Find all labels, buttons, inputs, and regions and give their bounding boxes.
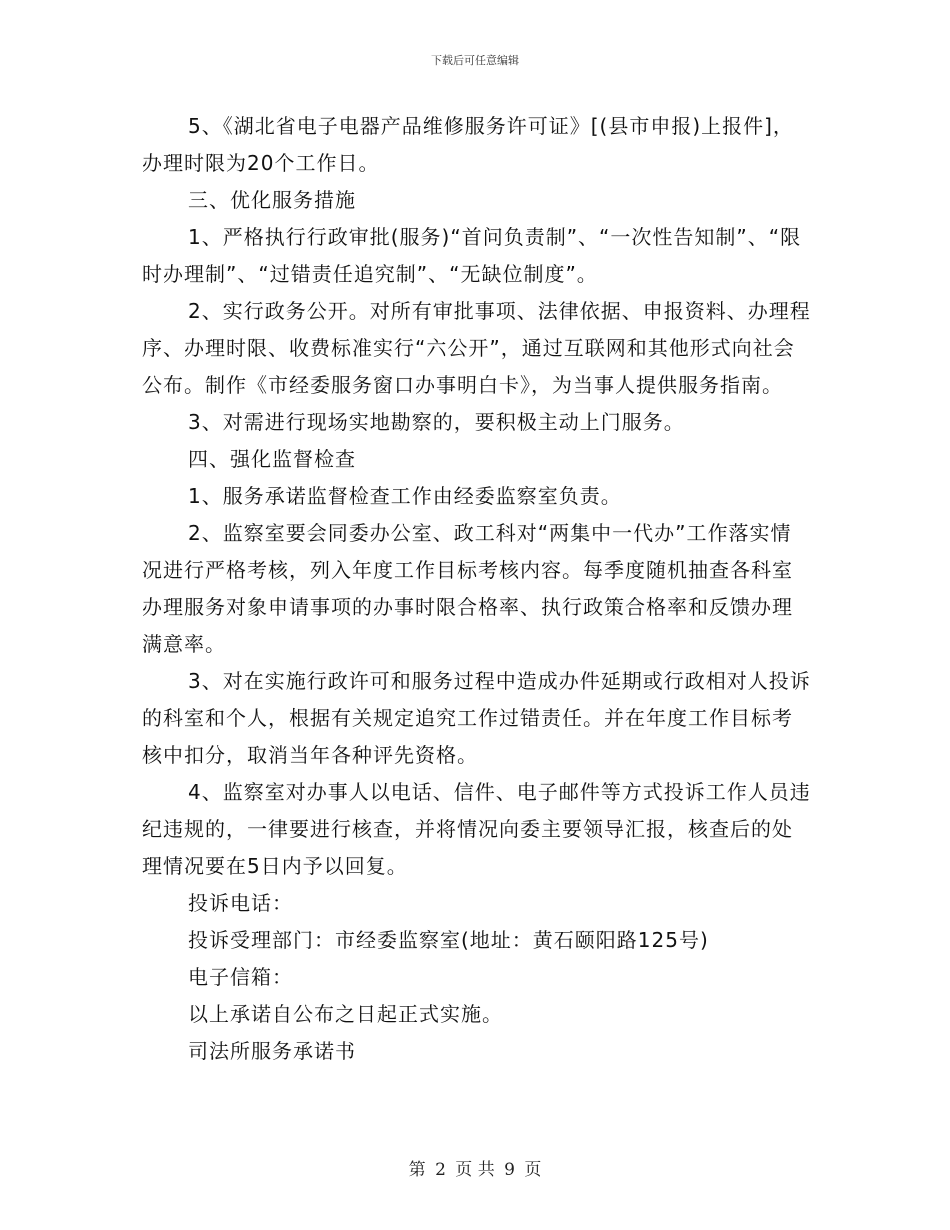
effective-statement: 以上承诺自公布之日起正式实施。 bbox=[188, 1002, 503, 1026]
paragraph-supervision-4: 4、监察室对办事人以电话、信件、电子邮件等方式投诉工作人员违纪违规的，一律要进行核查，并将情况向委主要领导汇报，核查后的处理情况要在5日内予以回复。 bbox=[142, 780, 811, 878]
header-note: 下载后可任意编辑 bbox=[431, 54, 519, 67]
paragraph-measure-1: 1、严格执行行政审批(服务)“首问负责制”、“一次性告知制”、“限时办理制”、“过错责任追究制”、“无缺位制度”。 bbox=[142, 225, 802, 286]
page-footer bbox=[0, 1155, 950, 1180]
complaint-phone: 投诉电话： bbox=[188, 891, 293, 915]
paragraph-supervision-3: 3、对在实施行政许可和服务过程中造成办件延期或行政相对人投诉的科室和个人，根据有关规定追究工作过错责任。并在年度工作目标考核中扣分，取消当年各种评先资格。 bbox=[142, 669, 811, 767]
footer-page-number: 2 bbox=[435, 1160, 446, 1180]
section-heading-supervision: 四、强化监督检查 bbox=[188, 447, 356, 471]
paragraph-supervision-2: 2、监察室要会同委办公室、政工科对“两集中一代办”工作落实情况进行严格考核，列入年度工作目标考核内容。每季度随机抽查各科室办理服务对象申请事项的办事时限合格率、执行政策合格率和反馈办理满意率。 bbox=[142, 521, 793, 656]
paragraph-measure-2: 2、实行政务公开。对所有审批事项、法律依据、申报资料、办理程序、办理时限、收费标准实行“六公开”，通过互联网和其他形式向社会公布。制作《市经委服务窗口办事明白卡》，为当事人提供服务指南。 bbox=[142, 299, 811, 397]
paragraph-measure-3: 3、对需进行现场实地勘察的，要积极主动上门服务。 bbox=[188, 410, 685, 434]
paragraph-supervision-1: 1、服务承诺监督检查工作由经委监察室负责。 bbox=[188, 484, 622, 508]
paragraph-license-item-5: 5、《湖北省电子电器产品维修服务许可证》[(县市申报)上报件]，办理时限为20个工作日。 bbox=[142, 114, 794, 175]
section-heading-optimize-service: 三、优化服务措施 bbox=[188, 188, 356, 212]
footer-total-pages: 9 bbox=[504, 1160, 515, 1180]
document-body bbox=[142, 108, 812, 1070]
complaint-department: 投诉受理部门：市经委监察室(地址：黄石颐阳路125号) bbox=[188, 928, 709, 952]
email-line: 电子信箱： bbox=[188, 965, 293, 989]
next-document-title: 司法所服务承诺书 bbox=[188, 1039, 356, 1063]
footer-suffix: 页 bbox=[524, 1160, 542, 1180]
footer-middle: 页 共 bbox=[455, 1160, 495, 1180]
footer-prefix: 第 bbox=[408, 1160, 426, 1180]
